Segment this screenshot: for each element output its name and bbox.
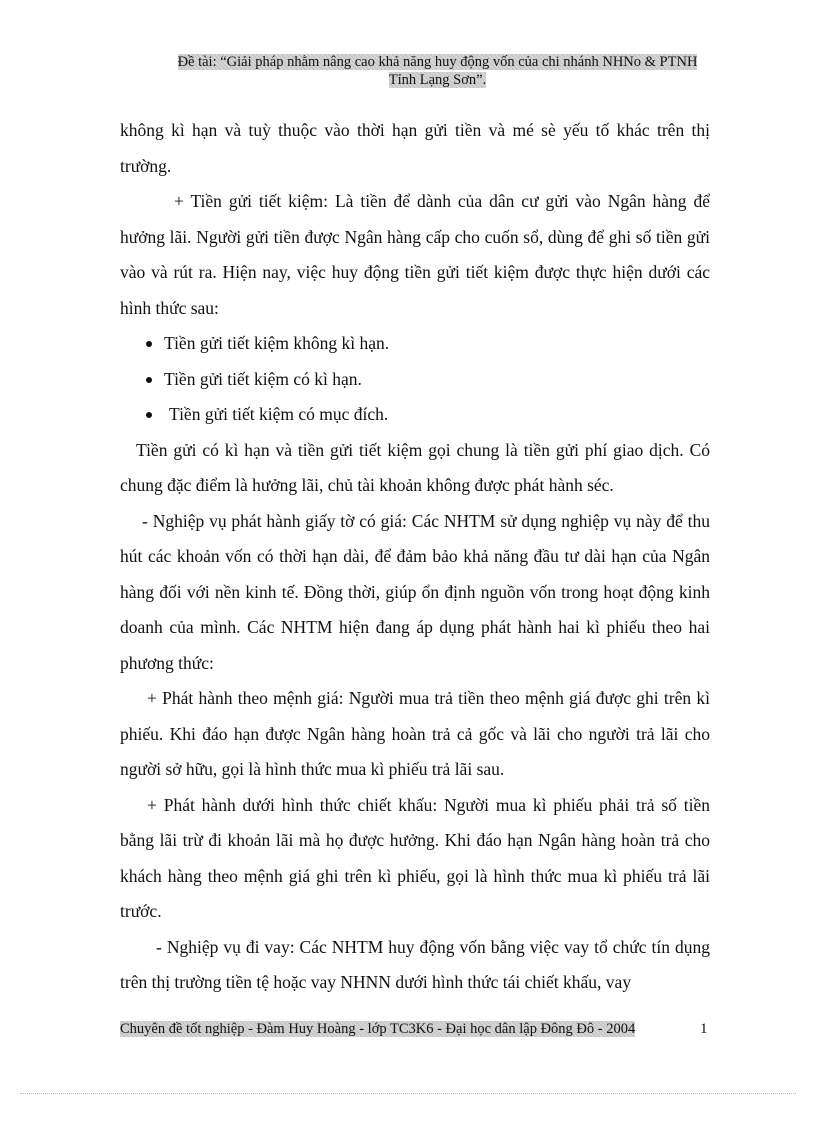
paragraph-valuable-papers: - Nghiệp vụ phát hành giấy tờ có giá: Các NHTM sử dụng nghiệp vụ này để thu hút các khoản vốn có thời hạn dài, để đảm bảo khả năng đầu tư dài hạn của Ngân hàng đối với nền kinh tế. Đồng thời, giúp ổn định nguồn vốn trong hoạt động kinh doanh của mình. Các NHTM hiện đang áp dụng phát hành hai kì phiếu theo hai phương thức: <box>120 510 710 673</box>
bullet-icon <box>146 412 152 418</box>
bullet-icon <box>146 377 152 383</box>
document-body <box>120 113 710 1001</box>
list-item: Tiền gửi tiết kiệm không kì hạn. <box>120 326 710 362</box>
paragraph-discount: + Phát hành dưới hình thức chiết khấu: Người mua kì phiếu phải trả số tiền bằng lãi trừ đi khoản lãi mà họ được hưởng. Khi đáo hạn Ngân hàng hoàn trả cho khách hàng theo mệnh giá ghi trên kì phiếu, gọi là hình thức mua kì phiếu trả lãi trước. <box>120 794 710 921</box>
list-item: Tiền gửi tiết kiệm có mục đích. <box>120 397 710 433</box>
paragraph-face-value: + Phát hành theo mệnh giá: Người mua trả tiền theo mệnh giá được ghi trên kì phiếu. Khi đáo hạn được Ngân hàng hoàn trả cả gốc và lãi cho người trả lãi cho người sở hữu, gọi là hình thức mua kì phiếu trả lãi sau. <box>120 688 710 779</box>
savings-deposit-list <box>120 326 710 433</box>
footer-text: Chuyên đề tốt nghiệp - Đàm Huy Hoàng - lớp TC3K6 - Đại học dân lập Đông Đô - 2004 <box>120 1021 636 1037</box>
page-divider <box>20 1093 796 1094</box>
paragraph-savings-deposit: + Tiền gửi tiết kiệm: Là tiền để dành của dân cư gửi vào Ngân hàng để hưởng lãi. Người gửi tiền được Ngân hàng cấp cho cuốn sổ, dùng để ghi số tiền gửi vào và rút ra. Hiện nay, việc huy động tiền gửi tiết kiệm được thực hiện dưới các hình thức sau: <box>120 191 710 318</box>
paragraph-1: không kì hạn và tuỳ thuộc vào thời hạn gửi tiền và mé sè yếu tố khác trên thị trường. <box>120 120 710 176</box>
page-footer <box>120 1020 665 1038</box>
bullet-icon <box>146 341 152 347</box>
page-number: 1 <box>700 1021 708 1037</box>
paragraph-summary: Tiền gửi có kì hạn và tiền gửi tiết kiệm gọi chung là tiền gửi phí giao dịch. Có chung đặc điểm là hưởng lãi, chủ tài khoản không được phát hành séc. <box>120 439 710 495</box>
paragraph-borrowing: - Nghiệp vụ đi vay: Các NHTM huy động vốn bằng việc vay tổ chức tín dụng trên thị trường tiền tệ hoặc vay NHNN dưới hình thức tái chiết khấu, vay <box>120 936 710 992</box>
header-line-2: Tỉnh Lạng Sơn”. <box>388 72 487 88</box>
header-line-1: Đề tài: “Giải pháp nhằm nâng cao khả năng huy động vốn của chi nhánh NHNo & PTNH <box>177 54 698 70</box>
list-item: Tiền gửi tiết kiệm có kì hạn. <box>120 362 710 398</box>
page-header <box>117 53 758 91</box>
